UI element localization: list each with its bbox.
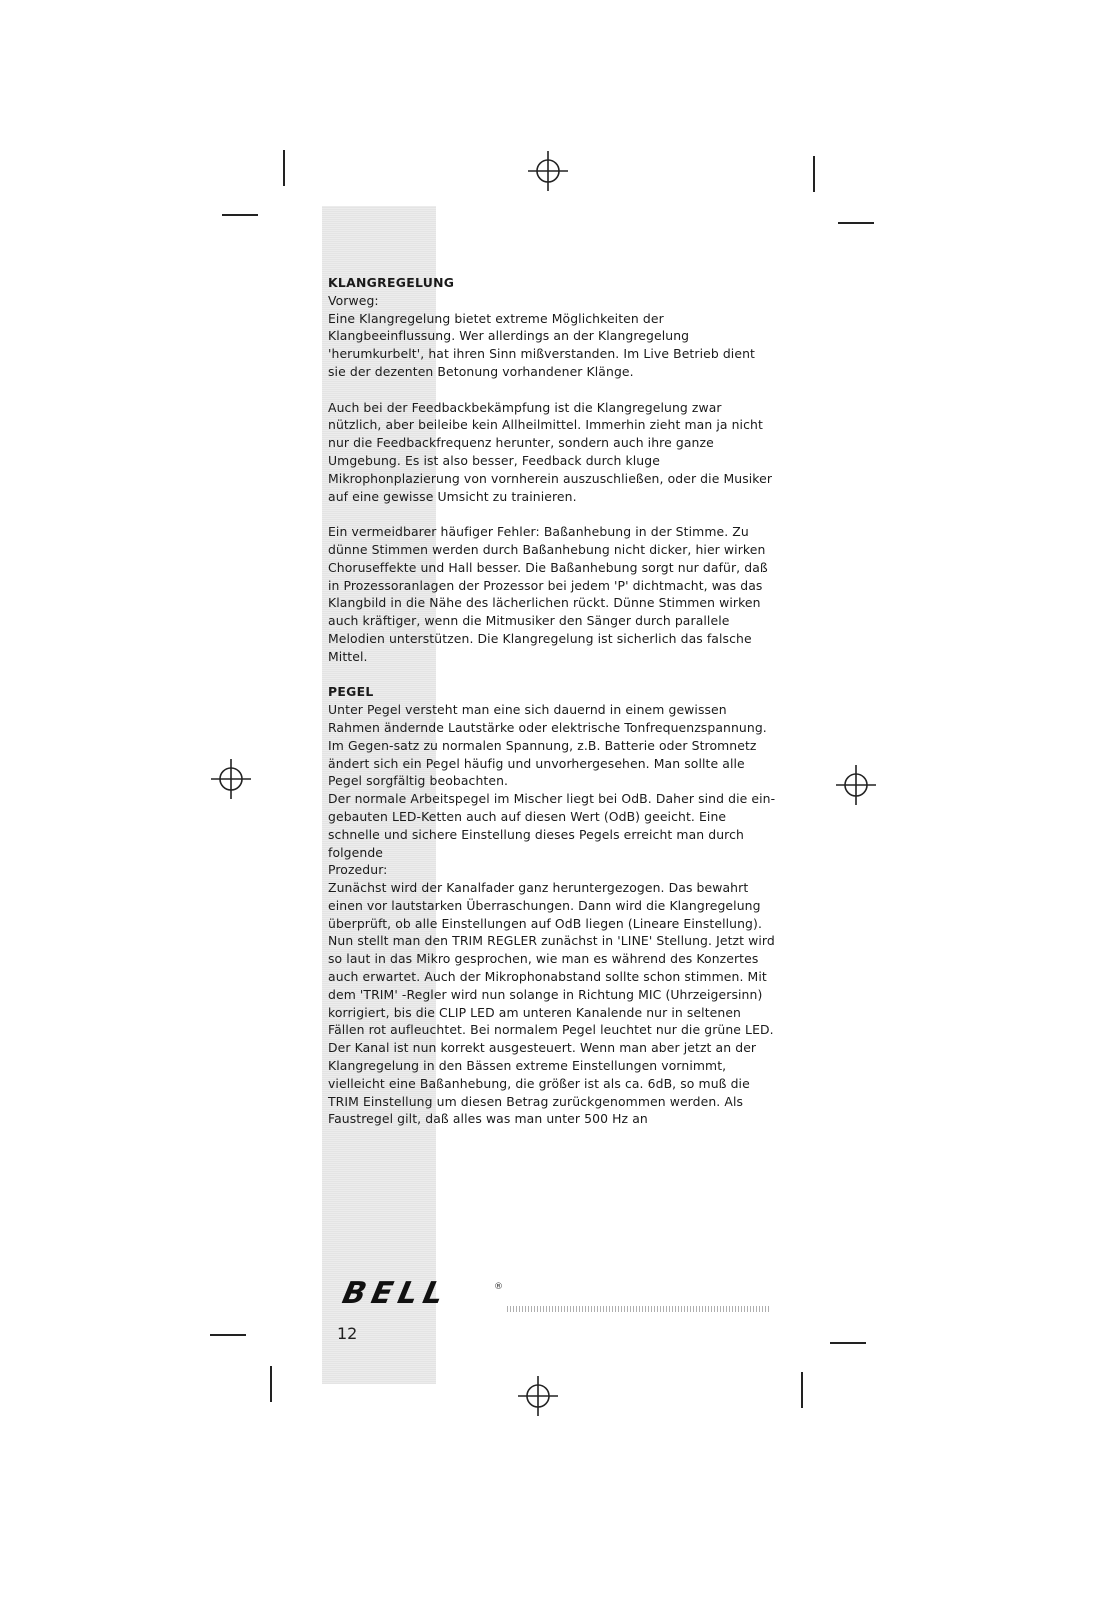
registered-mark: ® xyxy=(494,1282,503,1292)
paragraph: Eine Klangregelung bietet extreme Möglichkeiten der Klangbeeinflussung. Wer allerdings an der Klangregelung 'herumkurbelt', hat ihren Sinn mißverstanden. Im Live Betrieb dient sie der dezenten Betonung vorhandener Klänge. xyxy=(328,310,755,379)
paragraph: Zunächst wird der Kanalfader ganz heruntergezogen. Das bewahrt einen vor lautstarken Überraschungen. Dann wird die Klangregelung überprüft, ob alle Einstellungen auf OdB liegen (Lineare Einstellung). xyxy=(328,880,762,931)
paragraph: Unter Pegel versteht man eine sich dauernd in einem gewissen Rahmen ändernde Lautstärke oder elektrische Tonfrequenzspannung. Im Gegen-satz zu normalen Spannung, z.B. Batterie oder Stromnetz ändert sich ein Pegel häufig und unvorhergesehen. Man sollte alle Pegel sorgfältig beobachten. xyxy=(328,702,767,789)
paragraph: Auch bei der Feedbackbekämpfung ist die Klangregelung zwar nützlich, aber beileibe kein Allheilmittel. Immerhin zieht man ja nicht nur die Feedbackfrequenz herunter, sondern auch ihre ganze Umgebung. Es ist also besser, Feedback durch kluge Mikrophonplazierung von vornherein auszuschließen, oder die Musiker auf eine gewisse Umsicht zu trainieren. xyxy=(328,399,773,504)
paragraph: Nun stellt man den TRIM REGLER zunächst in 'LINE' Stellung. Jetzt wird so laut in das Mikro gesprochen, wie man es während des Konzertes auch erwartet. Auch der Mikrophonabstand sollte schon stimmen. Mit dem 'TRIM' -Regler wird nun solange in Richtung MIC (Uhrzeigersinn) korrigiert, bis die CLIP LED am unteren Kanalende nur in seltenen Fällen rot aufleuchtet. Bei normalem Pegel leuchtet nur die grüne LED. xyxy=(328,933,775,1038)
paragraph-gap xyxy=(328,666,776,684)
logo-dotted-rule xyxy=(507,1306,769,1312)
crop-mark-top-right-vertical xyxy=(813,156,815,192)
crop-mark-bottom-left-horizontal xyxy=(210,1334,246,1336)
section-heading: PEGEL xyxy=(328,684,374,700)
crop-mark-bottom-right-vertical xyxy=(801,1372,803,1408)
registration-crosshair-left-icon xyxy=(209,757,253,801)
paragraph: Ein vermeidbarer häufiger Fehler: Baßanhebung in der Stimme. Zu dünne Stimmen werden durch Baßanhebung nicht dicker, hier wirken Choruseffekte und Hall besser. Die Baßanhebung sorgt nur dafür, daß in Prozessoranlagen der Prozessor bei jedem 'P' dichtmacht, was das Klangbild in die Nähe des lächerlichen rückt. Dünne Stimmen wirken auch kräftiger, wenn die Mitmusiker den Sänger durch parallele Melodien unterstützen. Die Klangregelung ist sicherlich das falsche Mittel. xyxy=(328,524,768,664)
paragraph: Vorweg: xyxy=(328,292,379,308)
paragraph-gap xyxy=(328,381,776,399)
section-heading: KLANGREGELUNG xyxy=(328,275,455,290)
crop-mark-top-left-horizontal xyxy=(222,214,258,216)
bell-logo: BELL xyxy=(339,1276,453,1311)
paragraph: Der Kanal ist nun korrekt ausgesteuert. Wenn man aber jetzt an der Klangregelung in den Bässen extreme Einstellungen vornimmt, vielleicht eine Baßanhebung, die größer ist als ca. 6dB, so muß die TRIM Einstellung um diesen Betrag zurückgenommen werden. Als Faustregel gilt, daß alles was man unter 500 Hz an xyxy=(328,1040,757,1127)
registration-crosshair-bottom-icon xyxy=(516,1374,560,1418)
crop-mark-bottom-left-vertical xyxy=(270,1366,272,1402)
paragraph-gap xyxy=(328,505,776,523)
crop-mark-bottom-right-horizontal xyxy=(830,1342,866,1344)
body-text-column xyxy=(328,274,776,1128)
crop-mark-top-right-horizontal xyxy=(838,222,874,224)
registration-crosshair-top-icon xyxy=(526,149,570,193)
page-number: 12 xyxy=(337,1324,358,1343)
paragraph: Der normale Arbeitspegel im Mischer liegt bei OdB. Daher sind die ein-gebauten LED-Ketten auch auf diesen Wert (OdB) geeicht. Eine schnelle und sichere Einstellung dieses Pegels erreicht man durch folgende xyxy=(328,791,776,860)
paragraph: Prozedur: xyxy=(328,862,388,878)
registration-crosshair-right-icon xyxy=(834,763,878,807)
crop-mark-top-left-vertical xyxy=(283,150,285,186)
